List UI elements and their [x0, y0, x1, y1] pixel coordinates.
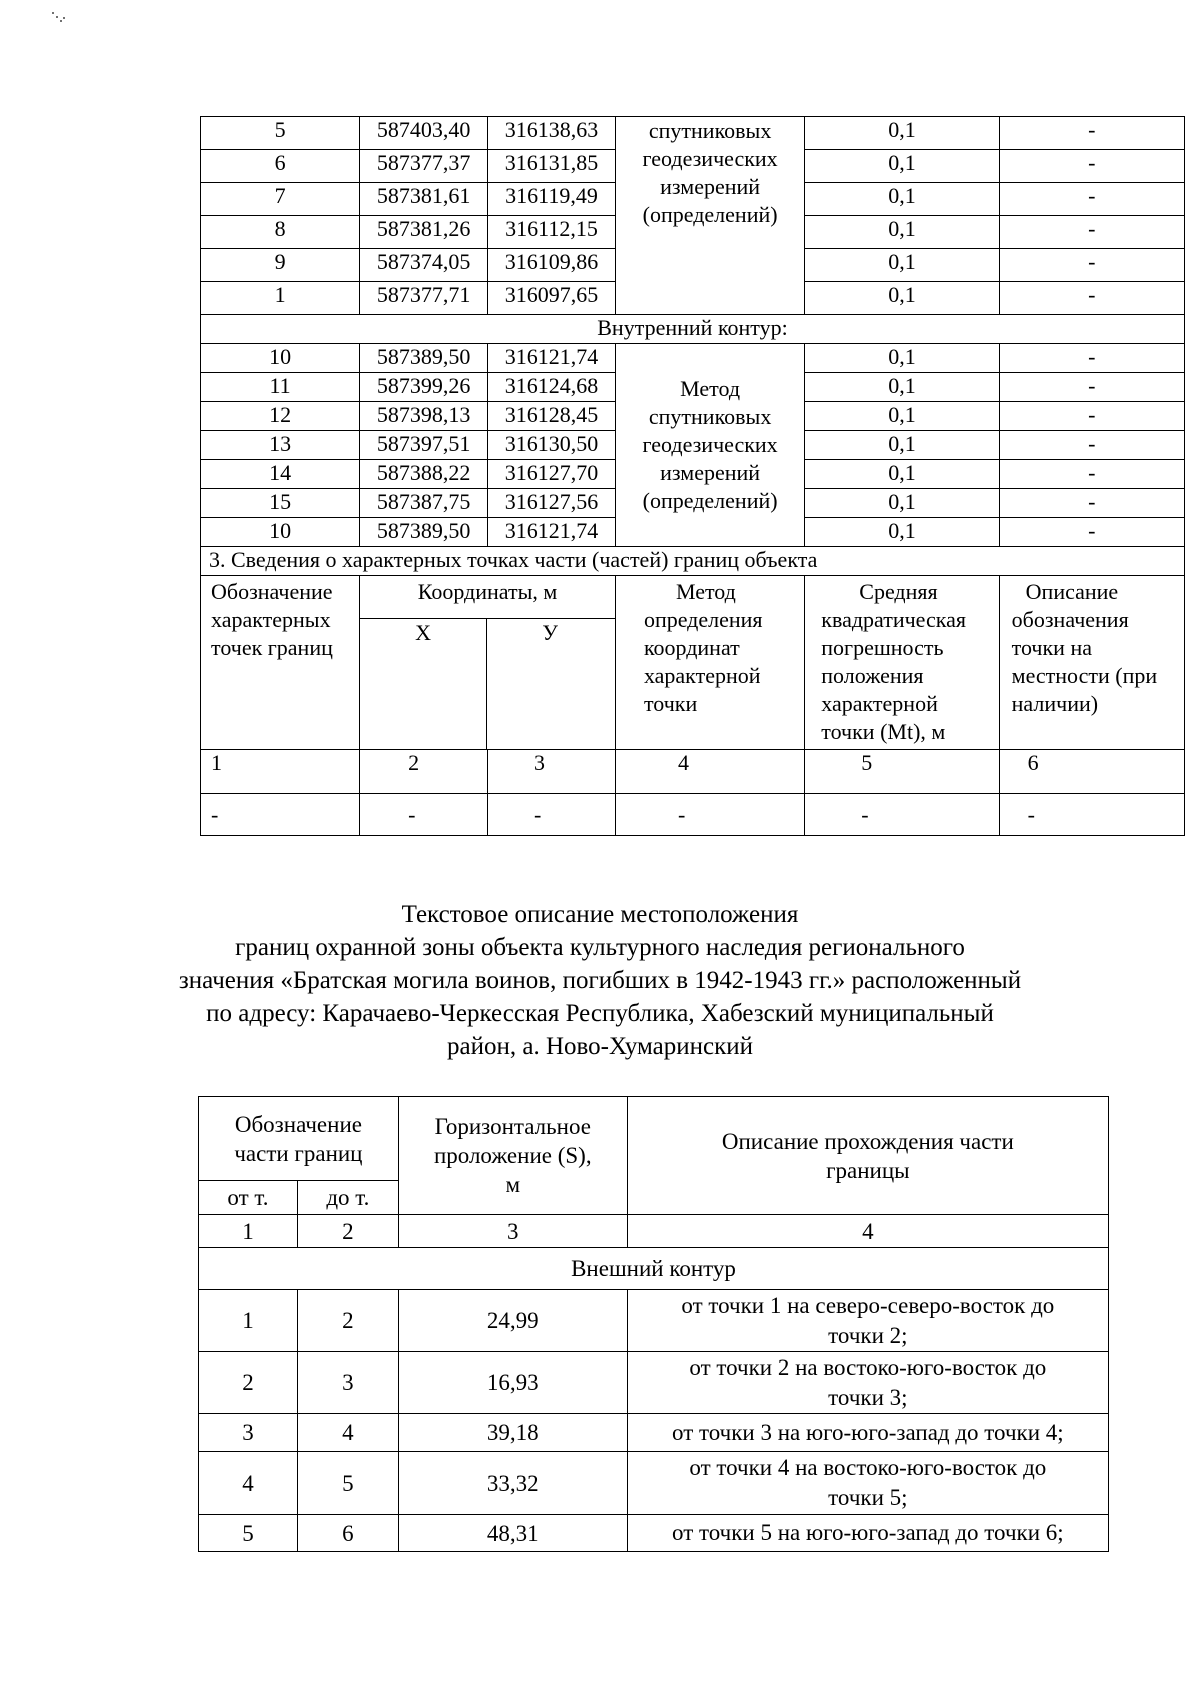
- y-cell: 316121,74: [488, 518, 616, 547]
- header-to: до т.: [297, 1181, 398, 1215]
- y-cell: 316112,15: [488, 216, 616, 249]
- header-method: Метод определения координат характерной точки: [615, 576, 804, 750]
- header-distance: Горизонтальное проложение (S), м: [398, 1097, 627, 1215]
- error-cell: 0,1: [805, 402, 999, 431]
- point-cell: 1: [201, 282, 360, 315]
- section-row: [199, 1248, 1109, 1290]
- distance-cell: 48,31: [398, 1515, 627, 1552]
- from-cell: 2: [199, 1352, 298, 1414]
- x-cell: 587403,40: [360, 117, 488, 150]
- desc-cell: -: [999, 183, 1184, 216]
- desc-cell: -: [999, 282, 1184, 315]
- desc-cell: -: [999, 460, 1184, 489]
- section-row: [201, 315, 1185, 344]
- to-cell: 3: [297, 1352, 398, 1414]
- y-cell: 316131,85: [488, 150, 616, 183]
- desc-cell: -: [999, 373, 1184, 402]
- empty-cell: -: [360, 794, 488, 836]
- y-cell: 316130,50: [488, 431, 616, 460]
- y-cell: 316128,45: [488, 402, 616, 431]
- table-row: [199, 1452, 1109, 1515]
- description-cell: от точки 3 на юго-юго-запад до точки 4;: [627, 1414, 1108, 1452]
- error-cell: 0,1: [805, 216, 999, 249]
- point-cell: 15: [201, 489, 360, 518]
- y-cell: 316109,86: [488, 249, 616, 282]
- col-number: 1: [201, 750, 360, 794]
- table-row: [199, 1515, 1109, 1552]
- error-cell: 0,1: [805, 460, 999, 489]
- y-cell: 316097,65: [488, 282, 616, 315]
- description-cell: от точки 5 на юго-юго-запад до точки 6;: [627, 1515, 1108, 1552]
- desc-cell: -: [999, 117, 1184, 150]
- table-row: [201, 344, 1185, 373]
- x-cell: 587377,37: [360, 150, 488, 183]
- desc-cell: -: [999, 489, 1184, 518]
- col-number: 3: [488, 750, 616, 794]
- desc-cell: -: [999, 249, 1184, 282]
- method-cell: спутниковых геодезических измерений (определений): [615, 117, 804, 315]
- error-cell: 0,1: [805, 489, 999, 518]
- point-cell: 5: [201, 117, 360, 150]
- table-row: [201, 794, 1185, 836]
- col-number: 2: [360, 750, 488, 794]
- distance-cell: 16,93: [398, 1352, 627, 1414]
- desc-cell: -: [999, 344, 1184, 373]
- point-cell: 6: [201, 150, 360, 183]
- header-row: [199, 1097, 1109, 1181]
- header-row: [201, 576, 1185, 750]
- desc-cell: -: [999, 150, 1184, 183]
- error-cell: 0,1: [805, 373, 999, 402]
- description-cell: от точки 1 на северо-северо-восток до точки 2;: [627, 1290, 1108, 1352]
- point-cell: 7: [201, 183, 360, 216]
- header-x: Х: [360, 619, 487, 749]
- header-coords: Координаты, м Х У: [360, 576, 616, 750]
- description-cell: от точки 4 на востоко-юго-восток до точки 5;: [627, 1452, 1108, 1515]
- desc-cell: -: [999, 216, 1184, 249]
- document-title: Текстовое описание местоположения границ охранной зоны объекта культурного наследия регионального значения «Братская могила воинов, погибших в 1942-1943 гг.» расположенный по адресу: Карачаево-Черкесская Республика, Хабезский муниципальный район, а. Ново-Хумаринский: [178, 901, 1022, 1060]
- column-numbers-row: [199, 1215, 1109, 1248]
- y-cell: 316127,56: [488, 489, 616, 518]
- header-designation: Обозначение характерных точек границ: [201, 576, 360, 750]
- inner-contour-label: Внутренний контур:: [201, 315, 1185, 344]
- point-cell: 9: [201, 249, 360, 282]
- from-cell: 3: [199, 1414, 298, 1452]
- header-description: Описание прохождения части границы: [627, 1097, 1108, 1215]
- x-cell: 587397,51: [360, 431, 488, 460]
- column-numbers-row: [201, 750, 1185, 794]
- point-cell: 10: [201, 518, 360, 547]
- point-cell: 11: [201, 373, 360, 402]
- description-cell: от точки 2 на востоко-юго-восток до точки 3;: [627, 1352, 1108, 1414]
- error-cell: 0,1: [805, 344, 999, 373]
- point-cell: 10: [201, 344, 360, 373]
- col-number: 1: [199, 1215, 298, 1248]
- col-number: 4: [627, 1215, 1108, 1248]
- x-cell: 587399,26: [360, 373, 488, 402]
- x-cell: 587389,50: [360, 344, 488, 373]
- x-cell: 587377,71: [360, 282, 488, 315]
- distance-cell: 24,99: [398, 1290, 627, 1352]
- to-cell: 4: [297, 1414, 398, 1452]
- distance-cell: 39,18: [398, 1414, 627, 1452]
- to-cell: 2: [297, 1290, 398, 1352]
- distance-cell: 33,32: [398, 1452, 627, 1515]
- error-cell: 0,1: [805, 282, 999, 315]
- boundary-description-table: [198, 1096, 1109, 1552]
- empty-cell: -: [999, 794, 1184, 836]
- error-cell: 0,1: [805, 518, 999, 547]
- from-cell: 4: [199, 1452, 298, 1515]
- point-cell: 8: [201, 216, 360, 249]
- table-row: [199, 1414, 1109, 1452]
- error-cell: 0,1: [805, 150, 999, 183]
- empty-cell: -: [201, 794, 360, 836]
- col-number: 5: [805, 750, 999, 794]
- col-number: 3: [398, 1215, 627, 1248]
- error-cell: 0,1: [805, 183, 999, 216]
- col-number: 6: [999, 750, 1184, 794]
- scan-artifact: [52, 10, 72, 26]
- x-cell: 587374,05: [360, 249, 488, 282]
- table-row: [199, 1290, 1109, 1352]
- desc-cell: -: [999, 431, 1184, 460]
- y-cell: 316127,70: [488, 460, 616, 489]
- coordinates-table: [200, 116, 1185, 836]
- error-cell: 0,1: [805, 431, 999, 460]
- method-cell: Метод спутниковых геодезических измерений (определений): [615, 344, 804, 547]
- to-cell: 5: [297, 1452, 398, 1515]
- y-cell: 316138,63: [488, 117, 616, 150]
- header-from: от т.: [199, 1181, 298, 1215]
- x-cell: 587381,61: [360, 183, 488, 216]
- header-y: У: [542, 620, 558, 645]
- empty-cell: -: [488, 794, 616, 836]
- table-row: [199, 1352, 1109, 1414]
- error-cell: 0,1: [805, 117, 999, 150]
- empty-cell: -: [805, 794, 999, 836]
- point-cell: 13: [201, 431, 360, 460]
- header-part: Обозначение части границ: [199, 1097, 399, 1181]
- section3-title: 3. Сведения о характерных точках части (частей) границ объекта: [201, 547, 1185, 576]
- x-cell: 587389,50: [360, 518, 488, 547]
- error-cell: 0,1: [805, 249, 999, 282]
- point-cell: 14: [201, 460, 360, 489]
- col-number: 4: [615, 750, 804, 794]
- desc-cell: -: [999, 402, 1184, 431]
- table-row: [201, 117, 1185, 150]
- header-error: Средняя квадратическая погрешность положения характерной точки (Mt), м: [805, 576, 999, 750]
- outer-contour-label: Внешний контур: [199, 1248, 1109, 1290]
- header-description: Описание обозначения точки на местности (при наличии): [999, 576, 1184, 750]
- col-number: 2: [297, 1215, 398, 1248]
- x-cell: 587381,26: [360, 216, 488, 249]
- x-cell: 587398,13: [360, 402, 488, 431]
- y-cell: 316124,68: [488, 373, 616, 402]
- from-cell: 1: [199, 1290, 298, 1352]
- y-cell: 316121,74: [488, 344, 616, 373]
- from-cell: 5: [199, 1515, 298, 1552]
- section-row: [201, 547, 1185, 576]
- point-cell: 12: [201, 402, 360, 431]
- to-cell: 6: [297, 1515, 398, 1552]
- x-cell: 587387,75: [360, 489, 488, 518]
- desc-cell: -: [999, 518, 1184, 547]
- empty-cell: -: [615, 794, 804, 836]
- y-cell: 316119,49: [488, 183, 616, 216]
- x-cell: 587388,22: [360, 460, 488, 489]
